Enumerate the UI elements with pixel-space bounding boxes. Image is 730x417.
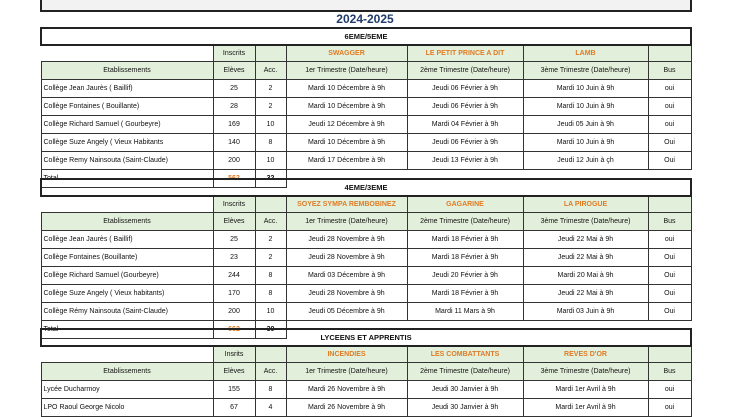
cell-bus: Oui	[648, 152, 691, 170]
blank-cell	[648, 346, 691, 363]
cell-t2: Jeudi 06 Février à 9h	[407, 80, 523, 98]
cell-acc: 8	[255, 134, 286, 152]
cell-name: LPO Raoul George Nicolo	[41, 399, 213, 417]
cell-t1: Mardi 03 Décembre à 9h	[286, 267, 407, 285]
cell-name: Collège Richard Samuel (Gourbeyre)	[41, 267, 213, 285]
table-row	[41, 303, 691, 321]
cell-eleves: 67	[213, 399, 255, 417]
cell-name: Lycée Ducharmoy	[41, 381, 213, 399]
cell-acc: 8	[255, 267, 286, 285]
cell-eleves: 25	[213, 80, 255, 98]
total-acc: 32	[255, 170, 286, 188]
cell-eleves: 200	[213, 303, 255, 321]
cell-acc: 10	[255, 303, 286, 321]
t2-header: 2ème Trimestre (Date/heure)	[407, 213, 523, 231]
t3-header: 3ème Trimestre (Date/heure)	[523, 213, 648, 231]
cell-acc: 4	[255, 399, 286, 417]
etab-header: Etablissements	[41, 213, 213, 231]
inscrits-header: Inscrits	[213, 45, 255, 62]
film-title: LAMB	[523, 45, 648, 62]
table-row	[41, 80, 691, 98]
cell-eleves: 200	[213, 152, 255, 170]
cell-acc: 2	[255, 249, 286, 267]
cell-eleves: 23	[213, 249, 255, 267]
t3-header: 3ème Trimestre (Date/heure)	[523, 62, 648, 80]
table-row	[41, 116, 691, 134]
cell-t2: Jeudi 30 Janvier à 9h	[407, 399, 523, 417]
blank-cell	[648, 45, 691, 62]
cell-t3: Jeudi 22 Mai à 9h	[523, 249, 648, 267]
bus-header: Bus	[648, 62, 691, 80]
cell-t3: Mardi 1er Avril à 9h	[523, 381, 648, 399]
header-box	[40, 0, 692, 12]
cell-name: Collège Suze Angely ( Vieux habitants)	[41, 285, 213, 303]
eleves-header: Elèves	[213, 62, 255, 80]
blank-cell	[41, 196, 213, 213]
blank-cell	[648, 196, 691, 213]
cell-t1: Mardi 26 Novembre à 9h	[286, 399, 407, 417]
cell-name: Collège Suze Angely ( Vieux Habitants	[41, 134, 213, 152]
film-title: LE PETIT PRINCE A DIT	[407, 45, 523, 62]
cell-t2: Jeudi 06 Février à 9h	[407, 98, 523, 116]
cell-t1: Jeudi 28 Novembre à 9h	[286, 285, 407, 303]
cell-name: Collège Remy Nainsouta (Saint-Claude)	[41, 152, 213, 170]
table-row	[41, 98, 691, 116]
cell-eleves: 28	[213, 98, 255, 116]
section-title: LYCEENS ET APPRENTIS	[41, 329, 691, 346]
cell-bus: oui	[648, 231, 691, 249]
cell-eleves: 244	[213, 267, 255, 285]
cell-t3: Mardi 10 Juin à 9h	[523, 134, 648, 152]
cell-t3: Jeudi 12 Juin à çh	[523, 152, 648, 170]
cell-acc: 2	[255, 80, 286, 98]
blank-cell	[255, 45, 286, 62]
etab-header: Etablissements	[41, 62, 213, 80]
film-title: SOYEZ SYMPA REMBOBINEZ	[286, 196, 407, 213]
cell-t1: Mardi 10 Décembre à 9h	[286, 98, 407, 116]
cell-bus: Oui	[648, 134, 691, 152]
film-title: LES COMBATTANTS	[407, 346, 523, 363]
table-row	[41, 267, 691, 285]
film-title: SWAGGER	[286, 45, 407, 62]
table-row	[41, 285, 691, 303]
inscrits-header: Insrits	[213, 346, 255, 363]
total-eleves: 562	[213, 170, 255, 188]
cell-t2: Mardi 18 Février à 9h	[407, 285, 523, 303]
cell-t1: Mardi 26 Novembre à 9h	[286, 381, 407, 399]
blank-cell	[41, 346, 213, 363]
bus-header: Bus	[648, 363, 691, 381]
cell-acc: 8	[255, 381, 286, 399]
table-row	[41, 399, 691, 417]
cell-bus: oui	[648, 116, 691, 134]
cell-name: Collège Jean Jaurès ( Baillif)	[41, 80, 213, 98]
cell-t1: Jeudi 05 Décembre à 9h	[286, 303, 407, 321]
cell-eleves: 140	[213, 134, 255, 152]
cell-t3: Jeudi 05 Juin à 9h	[523, 116, 648, 134]
schedule-table-6eme-5eme	[40, 27, 692, 188]
total-eleves: 662	[213, 321, 255, 339]
t3-header: 3ème Trimestre (Date/heure)	[523, 363, 648, 381]
cell-t1: Jeudi 12 Décembre à 9h	[286, 116, 407, 134]
cell-eleves: 25	[213, 231, 255, 249]
cell-bus: oui	[648, 80, 691, 98]
film-title: GAGARINE	[407, 196, 523, 213]
cell-name: Collège Fontaines ( Bouillante)	[41, 98, 213, 116]
table-row	[41, 231, 691, 249]
t2-header: 2ème Trimestre (Date/heure)	[407, 62, 523, 80]
cell-bus: oui	[648, 399, 691, 417]
acc-header: Acc.	[255, 62, 286, 80]
cell-bus: Oui	[648, 249, 691, 267]
bus-header: Bus	[648, 213, 691, 231]
cell-t3: Jeudi 22 Mai à 9h	[523, 231, 648, 249]
cell-acc: 8	[255, 285, 286, 303]
cell-bus: oui	[648, 381, 691, 399]
cell-t2: Jeudi 13 Février à 9h	[407, 152, 523, 170]
cell-bus: Oui	[648, 267, 691, 285]
t1-header: 1er Trimestre (Date/heure)	[286, 213, 407, 231]
cell-t3: Mardi 20 Mai à 9h	[523, 267, 648, 285]
cell-acc: 2	[255, 98, 286, 116]
table-row	[41, 152, 691, 170]
cell-t2: Jeudi 30 Janvier à 9h	[407, 381, 523, 399]
film-title: REVES D'OR	[523, 346, 648, 363]
cell-bus: Oui	[648, 285, 691, 303]
cell-acc: 2	[255, 231, 286, 249]
total-acc: 30	[255, 321, 286, 339]
cell-t3: Mardi 10 Juin à 9h	[523, 80, 648, 98]
cell-acc: 10	[255, 152, 286, 170]
cell-name: Collège Fontaines (Bouillante)	[41, 249, 213, 267]
cell-t1: Jeudi 28 Novembre à 9h	[286, 231, 407, 249]
cell-name: Collège Rémy Nainsouta (Saint-Claude)	[41, 303, 213, 321]
section-title: 6EME/5EME	[41, 28, 691, 45]
film-title: LA PIROGUE	[523, 196, 648, 213]
cell-t2: Jeudi 06 Février à 9h	[407, 134, 523, 152]
cell-acc: 10	[255, 116, 286, 134]
cell-t2: Mardi 18 Février à 9h	[407, 231, 523, 249]
schedule-table-lyceens	[40, 328, 692, 417]
table-row	[41, 381, 691, 399]
eleves-header: Elèves	[213, 213, 255, 231]
schedule-table-4eme-3eme	[40, 178, 692, 339]
cell-t1: Mardi 10 Décembre à 9h	[286, 80, 407, 98]
cell-t2: Jeudi 20 Février à 9h	[407, 267, 523, 285]
cell-eleves: 170	[213, 285, 255, 303]
blank-cell	[255, 346, 286, 363]
blank-cell	[255, 196, 286, 213]
total-label: Total	[41, 321, 213, 339]
acc-header: Acc.	[255, 363, 286, 381]
cell-t2: Mardi 04 Février à 9h	[407, 116, 523, 134]
table-row	[41, 249, 691, 267]
t1-header: 1er Trimestre (Date/heure)	[286, 363, 407, 381]
t2-header: 2ème Trimestre (Date/heure)	[407, 363, 523, 381]
table-row	[41, 134, 691, 152]
cell-t3: Mardi 03 Juin à 9h	[523, 303, 648, 321]
cell-t3: Mardi 1er Avril à 9h	[523, 399, 648, 417]
inscrits-header: Inscrits	[213, 196, 255, 213]
cell-t2: Mardi 11 Mars à 9h	[407, 303, 523, 321]
cell-name: Collège Richard Samuel ( Gourbeyre)	[41, 116, 213, 134]
cell-t1: Jeudi 28 Novembre à 9h	[286, 249, 407, 267]
film-title: INCENDIES	[286, 346, 407, 363]
blank-cell	[41, 45, 213, 62]
cell-eleves: 155	[213, 381, 255, 399]
page-title: 2024-2025	[336, 12, 394, 26]
section-title: 4EME/3EME	[41, 179, 691, 196]
eleves-header: Elèves	[213, 363, 255, 381]
cell-eleves: 169	[213, 116, 255, 134]
cell-bus: oui	[648, 98, 691, 116]
etab-header: Etablissements	[41, 363, 213, 381]
total-label: Total	[41, 170, 213, 188]
t1-header: 1er Trimestre (Date/heure)	[286, 62, 407, 80]
cell-t1: Mardi 10 Décembre à 9h	[286, 134, 407, 152]
acc-header: Acc.	[255, 213, 286, 231]
cell-bus: Oui	[648, 303, 691, 321]
cell-t2: Mardi 18 Février à 9h	[407, 249, 523, 267]
cell-name: Collège Jean Jaurès ( Baillif)	[41, 231, 213, 249]
cell-t3: Jeudi 22 Mai à 9h	[523, 285, 648, 303]
cell-t1: Mardi 17 Décembre à 9h	[286, 152, 407, 170]
cell-t3: Mardi 10 Juin à 9h	[523, 98, 648, 116]
